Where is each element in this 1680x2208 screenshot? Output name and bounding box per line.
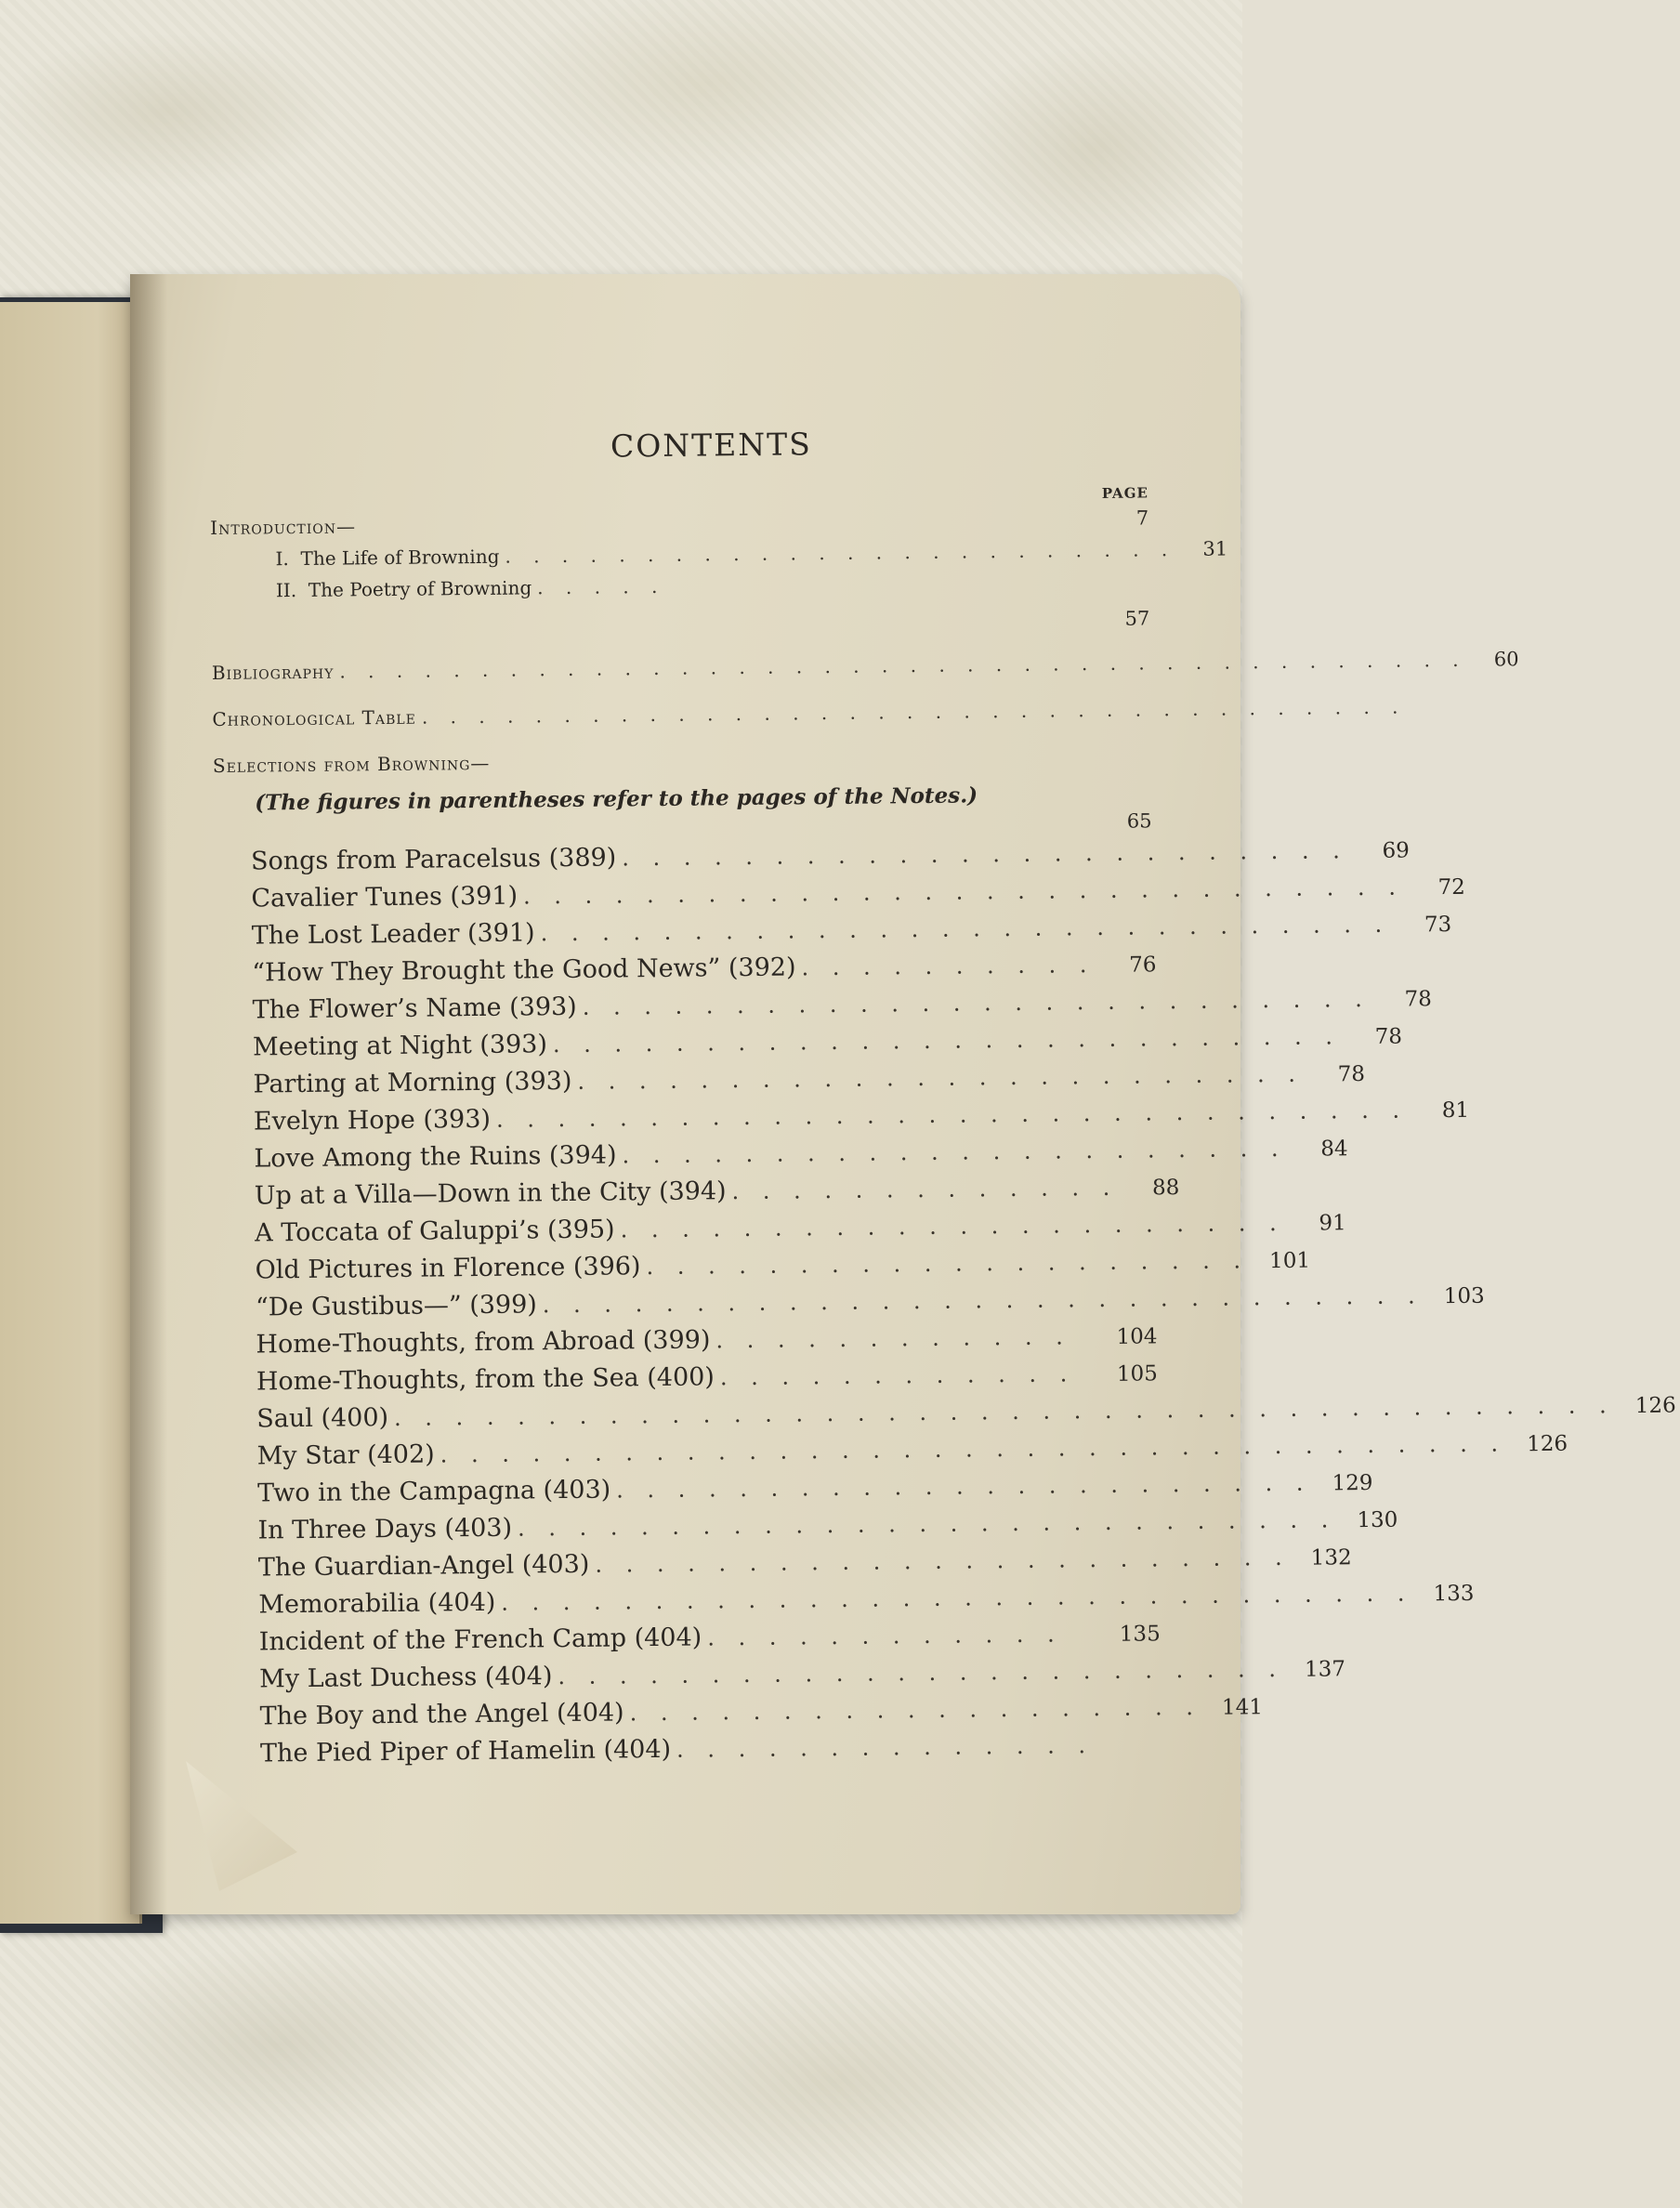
page-number: 101 — [1268, 1248, 1311, 1274]
entry-title: Home-Thoughts, from Abroad (399) — [256, 1325, 711, 1360]
page-number: 88 — [1151, 1176, 1180, 1201]
dot-leader: . . . . . . . . . . . . . . . . . . . . . . . . — [505, 538, 1176, 568]
entry-title: Home-Thoughts, from the Sea (400) — [256, 1362, 715, 1397]
dot-leader: . . . . . . . . . . . . . . . . . . . . . . . . . . . . . . — [501, 1580, 1413, 1616]
entry-title: The Lost Leader (391) — [251, 918, 535, 951]
selections-section — [212, 744, 1676, 1777]
contents-heading: CONTENTS — [610, 426, 812, 465]
dot-leader: . . . . . . . . . . . . — [715, 1323, 1072, 1354]
left-page-edge — [0, 302, 142, 1924]
toc-row — [211, 648, 1519, 693]
page-column-label: PAGE — [1101, 484, 1148, 502]
dot-leader: . . . . . . . . . . . . . . — [676, 1732, 1095, 1763]
page-number: 126 — [1634, 1393, 1676, 1418]
dot-leader: . . . . . . . . . . . . . . . . . . . . . . . . . . . . . . . . . . . — [440, 1430, 1507, 1468]
notes-remark: (The figures in parentheses refer to the pages of the Notes.) — [255, 782, 978, 816]
dot-leader — [361, 525, 1096, 532]
dot-leader: . . . . . . . . . . . . . . . . . . . . . . . . . . . . . — [542, 1282, 1424, 1319]
entry-title: Parting at Morning (393) — [253, 1066, 572, 1099]
dot-leader: . . . . . . . . . . . . — [707, 1621, 1063, 1651]
entry-title: Love Among the Ruins (394) — [254, 1140, 617, 1174]
entry-title: The Poetry of Browning — [308, 576, 532, 601]
toc-row — [213, 744, 1151, 786]
page-number: 7 — [1135, 506, 1149, 530]
dot-leader: . . . . . . . . . . . . . . . . . . . . . . . . . . . . . . . . . . . . . . . . — [339, 648, 1467, 683]
page-number — [1106, 1752, 1162, 1753]
page-number: 133 — [1433, 1581, 1475, 1607]
entry-title: My Star (402) — [256, 1439, 435, 1471]
entry-title: The Boy and the Angel (404) — [259, 1698, 624, 1731]
entry-title: Two in the Campagna (403) — [256, 1475, 611, 1508]
entry-title: Memorabilia (404) — [258, 1587, 496, 1620]
dot-leader: . . . . . . . . . . . . . . . . . . . . . . . . . . . . — [540, 911, 1391, 947]
dot-leader: . . . . . . . . . . . . . . . . . . . . . . . — [595, 1544, 1291, 1578]
page-gutter-shadow — [130, 274, 167, 1914]
page-number: 31 — [1202, 537, 1228, 560]
entry-title: A Toccata of Galuppi’s (395) — [255, 1215, 615, 1248]
page-number: 137 — [1304, 1657, 1346, 1682]
page-number: 84 — [1320, 1137, 1348, 1162]
table-of-contents — [209, 408, 1676, 1776]
page-number: 103 — [1443, 1283, 1485, 1309]
page-number: 69 — [1382, 838, 1410, 863]
page-number: 78 — [1337, 1062, 1366, 1087]
dot-leader: . . . . . . . . . . . . . . . . . . . — [629, 1693, 1202, 1727]
entry-title: Up at a Villa—Down in the City (394) — [254, 1176, 727, 1211]
page-number: 78 — [1374, 1024, 1403, 1049]
entry-title: “De Gustibus—” (399) — [255, 1290, 537, 1322]
page-number: 129 — [1332, 1470, 1373, 1496]
entry-title: Old Pictures in Florence (396) — [255, 1252, 641, 1285]
entry-title: Incident of the French Camp (404) — [258, 1623, 702, 1657]
entry-title: Songs from Paracelsus (389) — [250, 843, 617, 876]
entry-title: “How They Brought the Good News” (392) — [252, 953, 796, 988]
dot-leader: . . . . . . . . . . . . . . . . . . . . . . . . . . — [582, 985, 1371, 1020]
dot-leader: . . . . . . . . . . . . . . . . . . . . . . — [620, 1209, 1285, 1243]
dot-leader: . . . . . . . . . . . . . . . . . . . . . . . . — [577, 1060, 1305, 1095]
toc-row — [212, 695, 1407, 740]
page-number: 132 — [1310, 1545, 1352, 1571]
section-title: Bibliography — [211, 660, 335, 684]
dot-leader: . . . . . . . . . . . . . . . . . . . . . . . — [616, 1469, 1312, 1504]
page-number: 72 — [1437, 874, 1466, 900]
dot-leader: . . . . . . . . . . . . . . . . . . . . . . . . . . . . . — [522, 874, 1405, 910]
entry-title: Saul (400) — [256, 1403, 389, 1434]
page-number: 60 — [1493, 648, 1519, 671]
section-title: Chronological Table — [212, 705, 416, 730]
dot-leader: . . . . . . . . . . . . . . . . . . . . . . . . . . . — [517, 1506, 1337, 1542]
roman-numeral: I. — [275, 547, 289, 571]
page-number: 91 — [1319, 1211, 1346, 1236]
page-number: 141 — [1221, 1695, 1264, 1720]
page-number: 57 — [1124, 607, 1150, 630]
section-title: Selections from Browning— — [212, 751, 491, 777]
roman-numeral: II. — [275, 579, 297, 602]
page-number: 135 — [1119, 1622, 1161, 1647]
page-number: 65 — [1126, 809, 1152, 833]
dot-leader: . . . . . . . . . . . . . . . . . . . . . . — [622, 1135, 1287, 1169]
entry-title: The Flower’s Name (393) — [252, 992, 577, 1025]
page-number: 126 — [1527, 1431, 1568, 1457]
entry-title: Meeting at Night (393) — [252, 1030, 548, 1062]
page-number: 130 — [1357, 1507, 1398, 1533]
dot-leader: . . . . . . . . . . . . — [719, 1360, 1076, 1391]
introduction-section — [210, 506, 1228, 647]
page-number: 81 — [1441, 1097, 1470, 1124]
page-number: 76 — [1129, 953, 1157, 978]
folded-corner — [186, 1761, 297, 1891]
page-number: 105 — [1116, 1361, 1158, 1387]
dot-leader: . . . . . . . . . . . . . . . . . . . . — [646, 1247, 1250, 1281]
entry-title: My Last Duchess (404) — [259, 1662, 553, 1694]
page-number — [1103, 587, 1149, 588]
entry-title: Evelyn Hope (393) — [253, 1104, 492, 1137]
dot-leader: . . . . . . . . . . . . . . . . . . . . . . . . . . — [552, 1023, 1342, 1058]
entry-title: The Pied Piper of Hamelin (404) — [259, 1734, 672, 1768]
entry-title: In Three Days (403) — [257, 1513, 513, 1545]
page-number — [1412, 713, 1459, 714]
dot-leader: . . . . . . . . . . . . . — [731, 1174, 1119, 1205]
section-title: Introduction— — [210, 515, 357, 539]
entry-title: The Life of Browning — [300, 545, 500, 570]
entry-title: The Guardian-Angel (403) — [257, 1549, 590, 1583]
dot-leader: . . . . . . . . . . . . . . . . . . . . . . . . . . . . . . . . . . . — [421, 695, 1407, 729]
page-number: 73 — [1424, 913, 1452, 938]
dot-leader: . . . . . — [537, 574, 666, 599]
entry-title: Cavalier Tunes (391) — [251, 881, 518, 913]
dot-leader: . . . . . . . . . . . . . . . . . . . . . . . . . . . . . . . . . . . . . . . . — [393, 1392, 1615, 1431]
page-number: 78 — [1404, 987, 1432, 1012]
dot-leader: . . . . . . . . . . . . . . . . . . . . . . . . — [622, 837, 1348, 872]
page-number: 104 — [1116, 1324, 1158, 1349]
dot-leader: . . . . . . . . . . . . . . . . . . . . . . . . — [558, 1655, 1285, 1690]
dot-leader: . . . . . . . . . . . . . . . . . . . . . . . . . . . . . . — [495, 1097, 1409, 1133]
dot-leader: . . . . . . . . . . — [801, 952, 1096, 981]
